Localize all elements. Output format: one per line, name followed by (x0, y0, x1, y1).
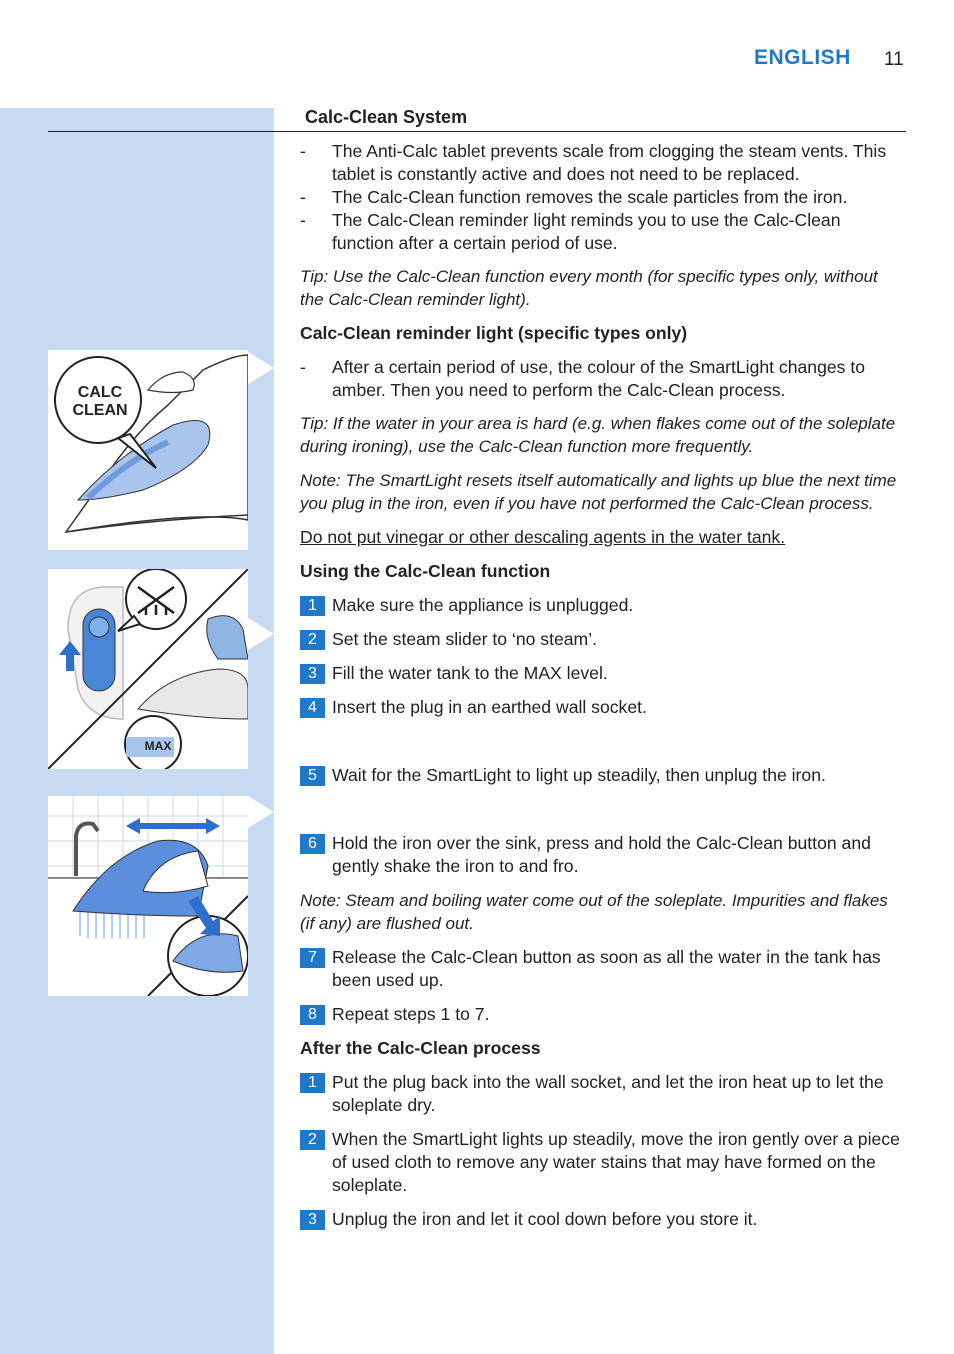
list-item: - The Calc-Clean function removes the scale particles from the iron. (300, 187, 848, 207)
step-number-badge: 3 (300, 664, 325, 684)
calc-clean-label-line2: CLEAN (72, 402, 128, 419)
list-item: - The Calc-Clean reminder light reminds you to use the Calc-Clean function after a certain period of use. (300, 210, 841, 253)
step-number-badge: 1 (300, 1073, 325, 1093)
note-smartlight-reset: Note: The SmartLight resets itself automatically and lights up blue the next time you plug in the iron, even if you have not performed the Calc-Clean process. (300, 471, 897, 513)
step-number-badge: 2 (300, 630, 325, 650)
section-title: Calc-Clean System (305, 107, 468, 127)
step-using-8: 8 Repeat steps 1 to 7. (300, 1003, 906, 1026)
figure-shake-iron-over-sink (48, 796, 248, 996)
step-using-4: 4 Insert the plug in an earthed wall socket. (300, 696, 906, 719)
heading-reminder-light: Calc-Clean reminder light (specific types only) (300, 323, 688, 343)
step-after-1: 1 Put the plug back into the wall socket, and let the iron heat up to let the soleplate dry. (300, 1071, 906, 1117)
step-using-2: 2 Set the steam slider to ‘no steam’. (300, 628, 906, 651)
step-number-badge: 6 (300, 834, 325, 854)
step-number-badge: 2 (300, 1130, 325, 1150)
step-using-5: 5 Wait for the SmartLight to light up steadily, then unplug the iron. (300, 764, 906, 787)
tip-hard-water: Tip: If the water in your area is hard (e.g. when flakes come out of the soleplate during ironing), use the Calc-Clean function more frequently. (300, 414, 896, 456)
figure2-pointer (248, 618, 274, 650)
step-number-badge: 4 (300, 698, 325, 718)
step-using-7: 7 Release the Calc-Clean button as soon as all the water in the tank has been used up. (300, 946, 906, 992)
step-number-badge: 1 (300, 596, 325, 616)
step-using-6: 6 Hold the iron over the sink, press and hold the Calc-Clean button and gently shake the iron to and fro. (300, 832, 906, 878)
step-number-badge: 5 (300, 766, 325, 786)
warning-no-vinegar: Do not put vinegar or other descaling agents in the water tank. (300, 527, 786, 547)
tip-monthly: Tip: Use the Calc-Clean function every month (for specific types only, without the Calc-Clean reminder light). (300, 267, 878, 309)
step-number-badge: 8 (300, 1005, 325, 1025)
figure-fill-water-tank (48, 569, 248, 769)
step-using-3: 3 Fill the water tank to the MAX level. (300, 662, 906, 685)
step-after-3: 3 Unplug the iron and let it cool down before you store it. (300, 1208, 906, 1231)
calc-clean-label-line1: CALC (77, 384, 123, 401)
step-number-badge: 3 (300, 1210, 325, 1230)
section-divider (48, 131, 906, 132)
language-label: ENGLISH (754, 46, 851, 69)
main-text-column (300, 140, 906, 1242)
reminder-bullet-list (300, 356, 906, 402)
figure3-pointer (248, 796, 274, 828)
page-number: 11 (884, 49, 904, 70)
list-item: - After a certain period of use, the colour of the SmartLight changes to amber. Then you need to perform the Calc-Clean process. (300, 357, 866, 400)
iron-illustration (48, 350, 248, 550)
step-number-badge: 7 (300, 948, 325, 968)
figure1-pointer (248, 352, 274, 384)
sink-illustration (48, 796, 248, 996)
max-level-label: MAX (144, 739, 172, 753)
list-item: - The Anti-Calc tablet prevents scale from clogging the steam vents. This tablet is constantly active and does not need to be replaced. (300, 141, 887, 184)
fill-tank-illustration (48, 569, 248, 769)
intro-bullet-list (300, 140, 906, 255)
note-steam-boiling: Note: Steam and boiling water come out of the soleplate. Impurities and flakes (if any) are flushed out. (300, 891, 888, 933)
step-after-2: 2 When the SmartLight lights up steadily, move the iron gently over a piece of used cloth to remove any water stains that may have formed on the soleplate. (300, 1128, 906, 1197)
heading-using-calc-clean: Using the Calc-Clean function (300, 561, 551, 581)
heading-after-calc-clean: After the Calc-Clean process (300, 1038, 541, 1058)
step-using-1: 1 Make sure the appliance is unplugged. (300, 594, 906, 617)
figure-calc-clean-iron (48, 350, 248, 550)
